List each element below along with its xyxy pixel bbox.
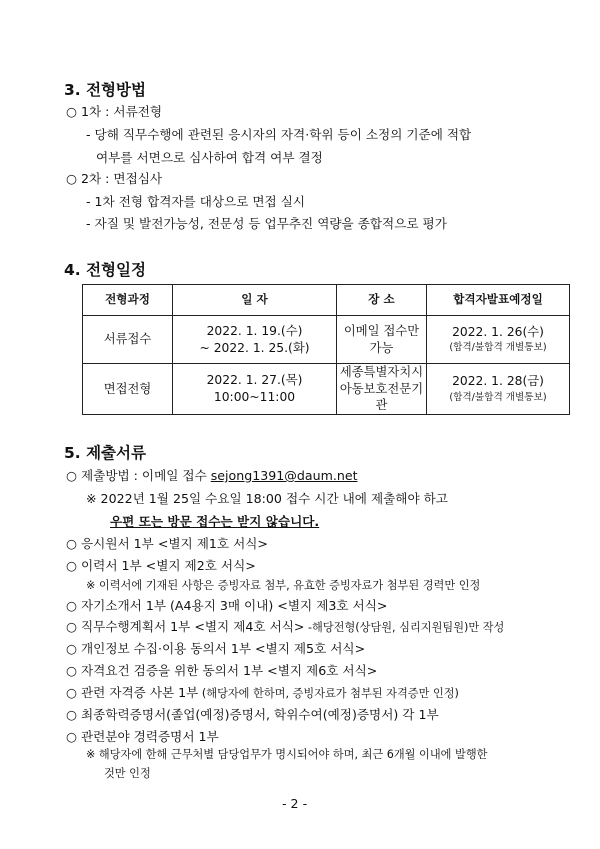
place-line-1: 세종특별자치시 <box>339 365 424 379</box>
round1-label: ○ 1차 : 서류전형 <box>66 104 163 119</box>
doc-verification-consent: ○ 자격요건 검증을 위한 동의서 1부 <별지 제6호 서식> <box>66 663 378 678</box>
cell-stage: 서류접수 <box>83 316 173 364</box>
date-end: ~ 2022. 1. 25.(화) <box>199 340 310 355</box>
submission-method <box>66 465 358 484</box>
table-row <box>83 364 570 415</box>
round2-desc-2: - 자질 및 발전가능성, 전문성 등 업무추진 역량을 종합적으로 평가 <box>86 216 447 231</box>
submission-email-link[interactable]: sejong1391@daum.net <box>210 468 358 483</box>
page-number: - 2 - <box>282 796 308 811</box>
round2-label: ○ 2차 : 면접심사 <box>66 171 163 186</box>
doc-certificate-label: ○ 관련 자격증 사본 1부 <box>66 685 199 700</box>
doc-certificate-note: (해당자에 한하며, 증빙자료가 첨부된 자격증만 인정) <box>198 687 459 700</box>
cell-date <box>173 364 337 415</box>
cell-date <box>173 316 337 364</box>
deadline-note: ※ 2022년 1월 25일 수요일 18:00 접수 시간 내에 제출해야 하고 <box>86 491 448 506</box>
doc-work-plan-label: ○ 직무수행계획서 1부 <별지 제4호 서식> <box>66 619 305 634</box>
submission-method-label: ○ 제출방법 : 이메일 접수 <box>66 468 211 483</box>
no-mail-warning: 우편 또는 방문 접수는 받지 않습니다. <box>110 514 320 529</box>
career-note-cont: 것만 인정 <box>104 767 151 780</box>
cell-result <box>427 316 570 364</box>
result-date: 2022. 1. 28(금) <box>452 374 544 389</box>
doc-career-certificate: ○ 관련분야 경력증명서 1부 <box>66 729 219 744</box>
header-stage: 전형과정 <box>83 285 173 316</box>
table-header-row <box>83 285 570 316</box>
place-line-2: 가능 <box>369 340 394 355</box>
doc-resume-note: ※ 이력서에 기재된 사항은 증빙자료 첨부, 유효한 증빙자료가 첨부된 경력만 인정 <box>86 579 481 592</box>
header-result: 합격자발표예정일 <box>427 285 570 316</box>
date-end: 10:00~11:00 <box>213 389 296 404</box>
date-start: 2022. 1. 27.(목) <box>206 373 303 388</box>
section-3-title: 3. 전형방법 <box>64 81 146 99</box>
doc-self-intro: ○ 자기소개서 1부 (A4용지 3매 이내) <별지 제3호 서식> <box>66 598 388 613</box>
header-place: 장 소 <box>337 285 427 316</box>
schedule-table <box>82 284 570 415</box>
result-note: (합격/불합격 개별통보) <box>449 391 547 403</box>
result-date: 2022. 1. 26(수) <box>452 324 544 339</box>
date-start: 2022. 1. 19.(수) <box>206 323 303 338</box>
doc-application-form: ○ 응시원서 1부 <별지 제1호 서식> <box>66 536 268 551</box>
table-row <box>83 316 570 364</box>
doc-work-plan <box>66 616 504 635</box>
doc-education-certificate: ○ 최종학력증명서(졸업(예정)증명서, 학위수여(예정)증명서) 각 1부 <box>66 707 439 722</box>
place-line-2: 아동보호전문기관 <box>339 381 424 413</box>
doc-work-plan-note: -해당전형(상담원, 심리지원팀원)만 작성 <box>304 621 505 634</box>
result-note: (합격/불합격 개별통보) <box>449 342 547 354</box>
doc-resume: ○ 이력서 1부 <별지 제2호 서식> <box>66 558 256 573</box>
cell-stage: 면접전형 <box>83 364 173 415</box>
career-note: ※ 해당자에 한해 근무처별 담당업무가 명시되어야 하며, 최근 6개월 이내에 발행한 <box>86 748 488 761</box>
round1-desc: - 당해 직무수행에 관련된 응시자의 자격·학위 등이 소정의 기준에 적합 <box>86 127 472 142</box>
cell-place <box>337 364 427 415</box>
header-date: 일 자 <box>173 285 337 316</box>
doc-certificate-copy <box>66 682 459 701</box>
round1-desc-cont: 여부를 서면으로 심사하여 합격 여부 결정 <box>96 150 323 165</box>
round2-desc-1: - 1차 전형 합격자를 대상으로 면접 실시 <box>86 194 306 209</box>
cell-result <box>427 364 570 415</box>
doc-privacy-consent: ○ 개인정보 수집·이용 동의서 1부 <별지 제5호 서식> <box>66 641 366 656</box>
section-4-title: 4. 전형일정 <box>64 261 146 279</box>
place-line-1: 이메일 접수만 <box>343 323 420 338</box>
cell-place <box>337 316 427 364</box>
section-5-title: 5. 제출서류 <box>64 444 146 462</box>
